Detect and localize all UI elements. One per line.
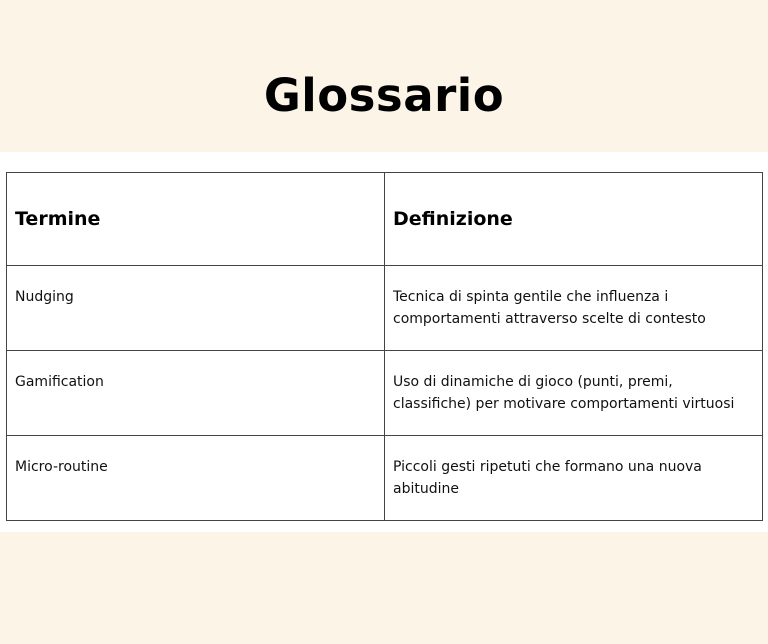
definition-cell: [385, 436, 763, 521]
term-text: Micro-routine: [15, 459, 108, 475]
term-cell: [7, 351, 385, 436]
table-row: [7, 266, 763, 351]
term-text: Nudging: [15, 289, 74, 305]
definition-cell: [385, 351, 763, 436]
definition-text: Piccoli gesti ripetuti che formano una nuova abitudine: [393, 459, 702, 497]
glossary-table-card: [0, 152, 768, 532]
page-title: Glossario: [263, 69, 505, 122]
term-cell: [7, 436, 385, 521]
table-row: [7, 351, 763, 436]
glossary-table: [6, 172, 763, 521]
definition-text: Tecnica di spinta gentile che influenza i comportamenti attraverso scelte di contesto: [393, 289, 706, 327]
table-header-row: [7, 173, 763, 266]
definition-cell: [385, 266, 763, 351]
title-band: [0, 0, 768, 152]
term-text: Gamification: [15, 374, 104, 390]
definition-column-header: [385, 173, 763, 266]
term-header-label: Termine: [15, 208, 101, 230]
term-column-header: [7, 173, 385, 266]
definition-header-label: Definizione: [393, 208, 513, 230]
definition-text: Uso di dinamiche di gioco (punti, premi, classifiche) per motivare comportamenti virtuosi: [393, 374, 735, 412]
table-row: [7, 436, 763, 521]
term-cell: [7, 266, 385, 351]
